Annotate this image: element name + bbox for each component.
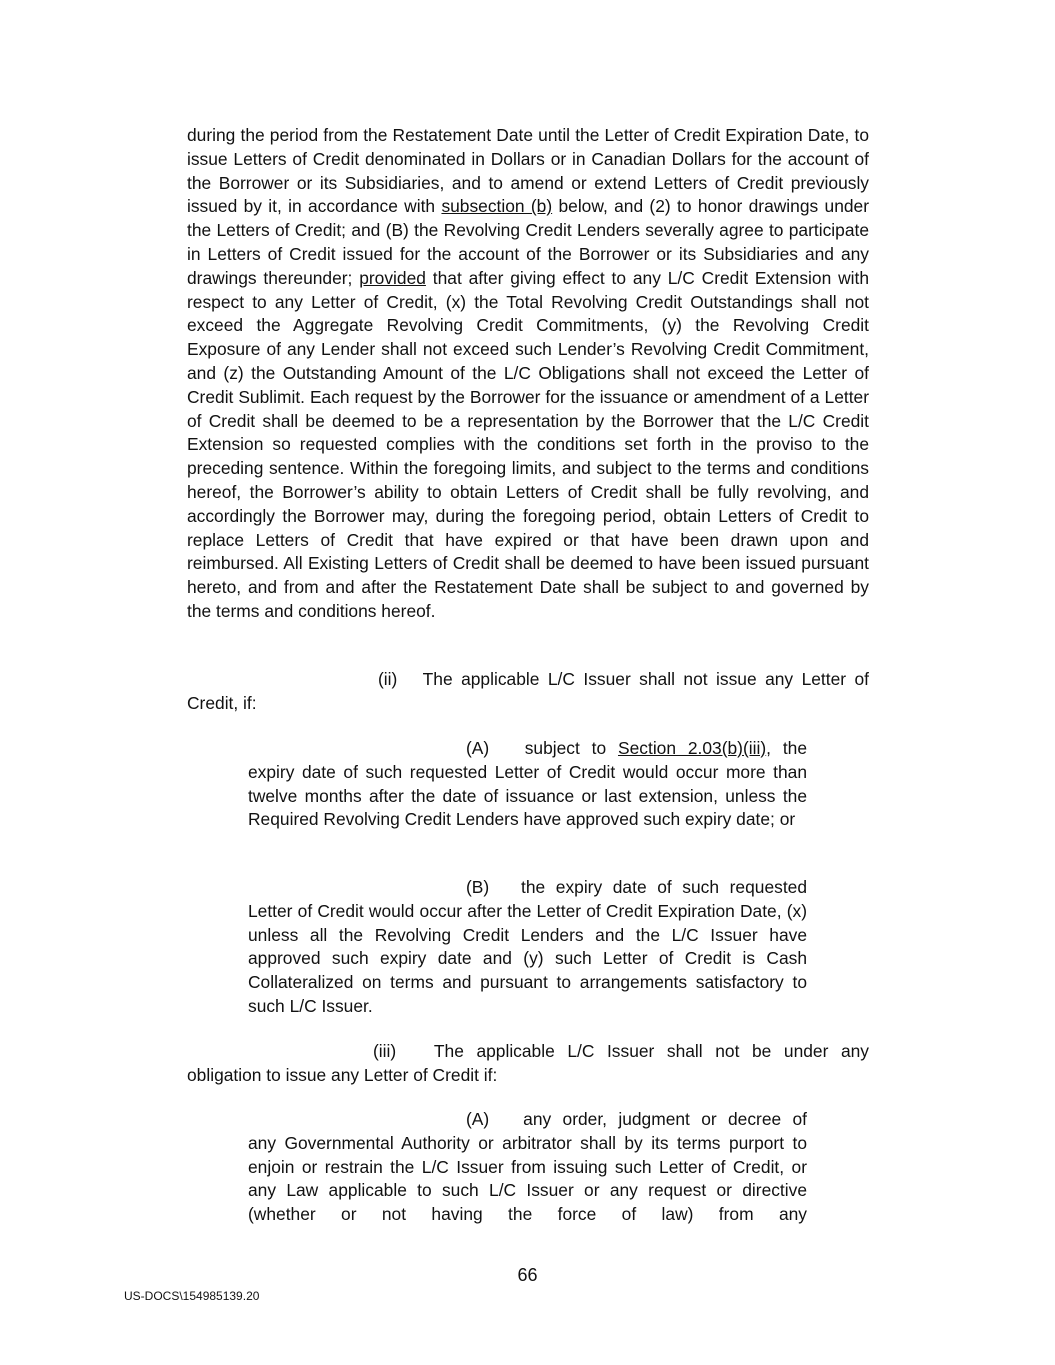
clause-ii-b-label: (B)	[466, 877, 490, 897]
clause-ii-a-first-line	[248, 737, 807, 761]
clause-ii-a-text-rest: expiry date of such requested Letter of Credit would occur more than twelve months after the date of issuance or last extension, unless the Required Revolving Credit Lenders have approved such expiry date; or	[248, 761, 807, 830]
clause-ii-b-text-rest: Letter of Credit would occur after the Letter of Credit Expiration Date, (x) unless all the Revolving Credit Lenders and the L/C Issuer have approved such expiry date and (y) such Letter of Credit is Cash Collateralized on terms and pursuant to arrangements satisfactory to such L/C Issuer.	[248, 900, 807, 1016]
clause-ii-a-text-post: , the	[766, 738, 807, 758]
clause-iii-a-text-first: any order, judgment or decree of	[523, 1109, 807, 1129]
clause-ii-a-label: (A)	[466, 738, 490, 758]
clause-ii-a-text-pre: subject to	[524, 738, 619, 758]
clause-ii-a	[248, 737, 807, 832]
clause-iii-a-first-line	[248, 1108, 807, 1132]
subsection-b-reference: subsection (b)	[441, 196, 553, 217]
page-number: 66	[517, 1265, 538, 1285]
section-2-03-b-iii-reference: Section 2.03(b)(iii)	[618, 738, 767, 758]
clause-ii-label: (ii)	[378, 669, 398, 689]
clause-iii-a-text-rest: any Governmental Authority or arbitrator shall by its terms purport to enjoin or restrain the L/C Issuer from issuing such Letter of Credit, or any Law applicable to such L/C Issuer or any request or directive (whether or not having the force of law) from any	[248, 1132, 807, 1225]
clause-ii	[187, 668, 869, 716]
clause-ii-text-first: The applicable L/C Issuer shall not issue any Letter of	[422, 669, 869, 689]
clause-ii-b-first-line	[248, 876, 807, 900]
clause-ii-b	[248, 876, 807, 1019]
main-paragraph	[187, 124, 869, 624]
clause-ii-first-line	[187, 668, 869, 692]
clause-iii-a-label: (A)	[466, 1109, 490, 1129]
clause-iii-text-rest: obligation to issue any Letter of Credit if:	[187, 1064, 498, 1085]
provided-term: provided	[359, 267, 426, 288]
clause-iii-label: (iii)	[373, 1041, 397, 1061]
document-id: US-DOCS\154985139.20	[124, 1289, 260, 1303]
main-text-1: during the period from the Restatement Date until the Letter of Credit Expiration Date, to issue Letters of Credit denominated in Dollars or in Canadian Dollars for the account of the Borrower or its Subsidiaries, and to amend or extend Letters of Credit previously issued by it, in accordance with	[187, 125, 869, 217]
main-text-3: that after giving effect to any L/C Credit Extension with respect to any Letter of Credit, (x) the Total Revolving Credit Outstandings shall not exceed the Aggregate Revolving Credit Commitments, (y) the Revolving Credit Exposure of any Lender shall not exceed such Lender’s Revolving Credit Commitment, and (z) the Outstanding Amount of the L/C Obligations shall not exceed the Letter of Credit Sublimit. Each request by the Borrower for the issuance or amendment of a Letter of Credit shall be deemed to be a representation by the Borrower that the L/C Credit Extension so requested complies with the conditions set forth in the proviso to the preceding sentence. Within the foregoing limits, and subject to the terms and conditions hereof, the Borrower’s ability to obtain Letters of Credit shall be fully revolving, and accordingly the Borrower may, during the foregoing period, obtain Letters of Credit to replace Letters of Credit that have expired or that have been drawn upon and reimbursed. All Existing Letters of Credit shall be deemed to have been issued pursuant hereto, and from and after the Restatement Date shall be subject to and governed by the terms and conditions hereof.	[187, 267, 869, 621]
clause-iii-text-first: The applicable L/C Issuer shall not be under any	[433, 1041, 869, 1061]
clause-ii-b-text-first: the expiry date of such requested	[521, 877, 807, 897]
clause-iii-first-line	[187, 1040, 869, 1064]
clause-iii	[187, 1040, 869, 1088]
main-text-2: below, and (2) to honor drawings under the Letters of Credit; and (B) the Revolving Credit Lenders severally agree to participate in Letters of Credit issued for the account of the Borrower or its Subsidiaries and any drawings thereunder;	[187, 196, 869, 288]
clause-iii-a	[248, 1108, 807, 1227]
clause-ii-text-rest: Credit, if:	[187, 692, 257, 713]
